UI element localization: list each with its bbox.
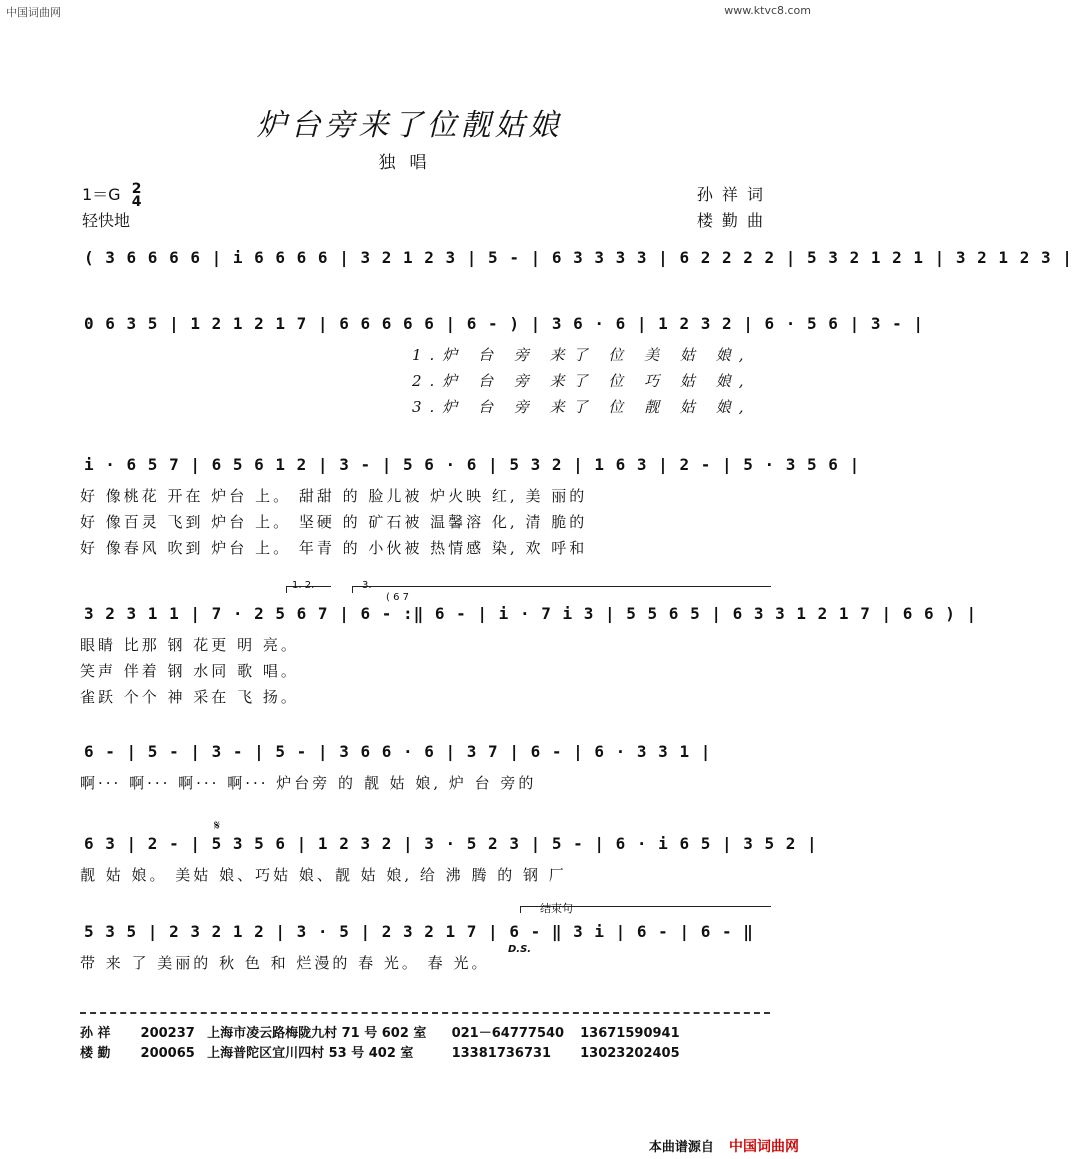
lyric-row-6: 靓 姑 娘。 美姑 娘、巧姑 娘、靓 姑 娘, 给 沸 腾 的 钢 厂	[80, 866, 567, 884]
contact-name: 楼 勤	[80, 1046, 111, 1061]
footer-brand-link[interactable]: 中国词曲网	[729, 1139, 799, 1155]
segno-sign: 𝄋	[214, 818, 221, 834]
contact-phone-2: 13023202405	[580, 1046, 680, 1061]
tempo-marking: 轻快地	[82, 211, 131, 230]
notation-row-3: i · 6 5 7 | 6 5 6 1 2 | 3 - | 5 6 · 6 | 5 3 2 | 1 6 3 | 2 - | 5 · 3 5 6 |	[84, 455, 861, 474]
lyric-row-4-verse-2: 笑声 伴着 钢 水同 歌 唱。	[80, 662, 299, 680]
contact-postcode: 200237	[140, 1026, 195, 1041]
notation-row-6: 6 3 | 2 - | 5 3 5 6 | 1 2 3 2 | 3 · 5 2 3 | 5 - | 6 · i 6 5 | 3 5 2 |	[84, 834, 818, 853]
lyric-row-3-verse-3: 好 像春风 吹到 炉台 上。 年青 的 小伙被 热情感 染, 欢 呼和	[80, 539, 588, 557]
time-sig-bottom: 4	[131, 193, 142, 210]
notation-row-4: 3 2 3 1 1 | 7 · 2 5 6 7 | 6 - :‖ 6 - | i · 7 i 3 | 5 5 6 5 | 6 3 3 1 2 1 7 | 6 6 ) |	[84, 604, 978, 623]
dashed-divider	[80, 1012, 770, 1014]
ending-label: 结束句	[540, 902, 573, 915]
contact-phone-1: 13381736731	[451, 1046, 552, 1061]
footer-source-text: 本曲谱源自	[648, 1140, 714, 1155]
lyric-row-2-verse-2: 2.炉 台 旁 来了 位 巧 姑 娘,	[412, 372, 752, 390]
volta-label-3: 3.	[362, 580, 372, 591]
lyric-row-2-verse-1: 1.炉 台 旁 来了 位 美 姑 娘,	[412, 346, 752, 364]
lyric-row-4-verse-1: 眼睛 比那 钢 花更 明 亮。	[80, 636, 299, 654]
lyric-row-7: 带 来 了 美丽的 秋 色 和 烂漫的 春 光。 春 光。	[80, 954, 490, 972]
grace-notes: ( 6 7	[386, 592, 409, 603]
volta-bracket-3	[352, 586, 771, 593]
lyric-row-3-verse-1: 好 像桃花 开在 炉台 上。 甜甜 的 脸儿被 炉火映 红, 美 丽的	[80, 487, 588, 505]
notation-row-1: ( 3 6 6 6 6 | i 6 6 6 6 | 3 2 1 2 3 | 5 - | 6 3 3 3 3 | 6 2 2 2 2 | 5 3 2 1 2 1 | 3 2 1 2 3 |	[84, 248, 1073, 267]
volta-label-1-2: 1. 2.	[292, 580, 315, 591]
site-watermark-left: 中国词曲网	[6, 6, 61, 19]
time-sig-top: 2	[131, 180, 142, 197]
contact-row-lyricist	[80, 1022, 680, 1041]
song-subtitle: 独唱	[378, 153, 441, 173]
contact-postcode: 200065	[140, 1046, 195, 1061]
notation-row-5: 6 - | 5 - | 3 - | 5 - | 3 6 6 · 6 | 3 7 | 6 - | 6 · 3 3 1 |	[84, 742, 712, 761]
time-signature	[131, 180, 142, 210]
key-label: 1＝G	[82, 185, 121, 204]
site-watermark-right: www.ktvc8.com	[724, 4, 811, 17]
dal-segno-mark: D.S.	[508, 944, 532, 955]
composer-credit: 楼 勤 曲	[696, 211, 765, 230]
lyric-row-5: 啊··· 啊··· 啊··· 啊··· 炉台旁 的 靓 姑 娘, 炉 台 旁的	[80, 774, 537, 792]
notation-row-7: 5 3 5 | 2 3 2 1 2 | 3 · 5 | 2 3 2 1 7 | 6 - ‖ 3 i | 6 - | 6 - ‖	[84, 922, 754, 941]
contact-address: 上海市凌云路梅陇九村 71 号 602 室	[207, 1026, 427, 1041]
key-signature	[82, 182, 141, 209]
lyricist-credit: 孙 祥 词	[696, 185, 765, 204]
lyric-row-3-verse-2: 好 像百灵 飞到 炉台 上。 坚硬 的 矿石被 温馨溶 化, 清 脆的	[80, 513, 588, 531]
lyric-row-4-verse-3: 雀跃 个个 神 采在 飞 扬。	[80, 688, 299, 706]
contact-name: 孙 祥	[80, 1026, 111, 1041]
footer-source	[649, 1136, 799, 1156]
lyric-row-2-verse-3: 3.炉 台 旁 来了 位 靓 姑 娘,	[412, 398, 752, 416]
contact-phone-2: 13671590941	[580, 1026, 680, 1041]
notation-row-2: 0 6 3 5 | 1 2 1 2 1 7 | 6 6 6 6 6 | 6 - ) | 3 6 · 6 | 1 2 3 2 | 6 · 5 6 | 3 - |	[84, 314, 924, 333]
contact-row-composer	[80, 1042, 680, 1061]
song-title: 炉台旁来了位靓姑娘	[256, 108, 563, 143]
contact-phone-1: 021－64777540	[451, 1026, 565, 1041]
contact-address: 上海普陀区宜川四村 53 号 402 室	[207, 1046, 414, 1061]
